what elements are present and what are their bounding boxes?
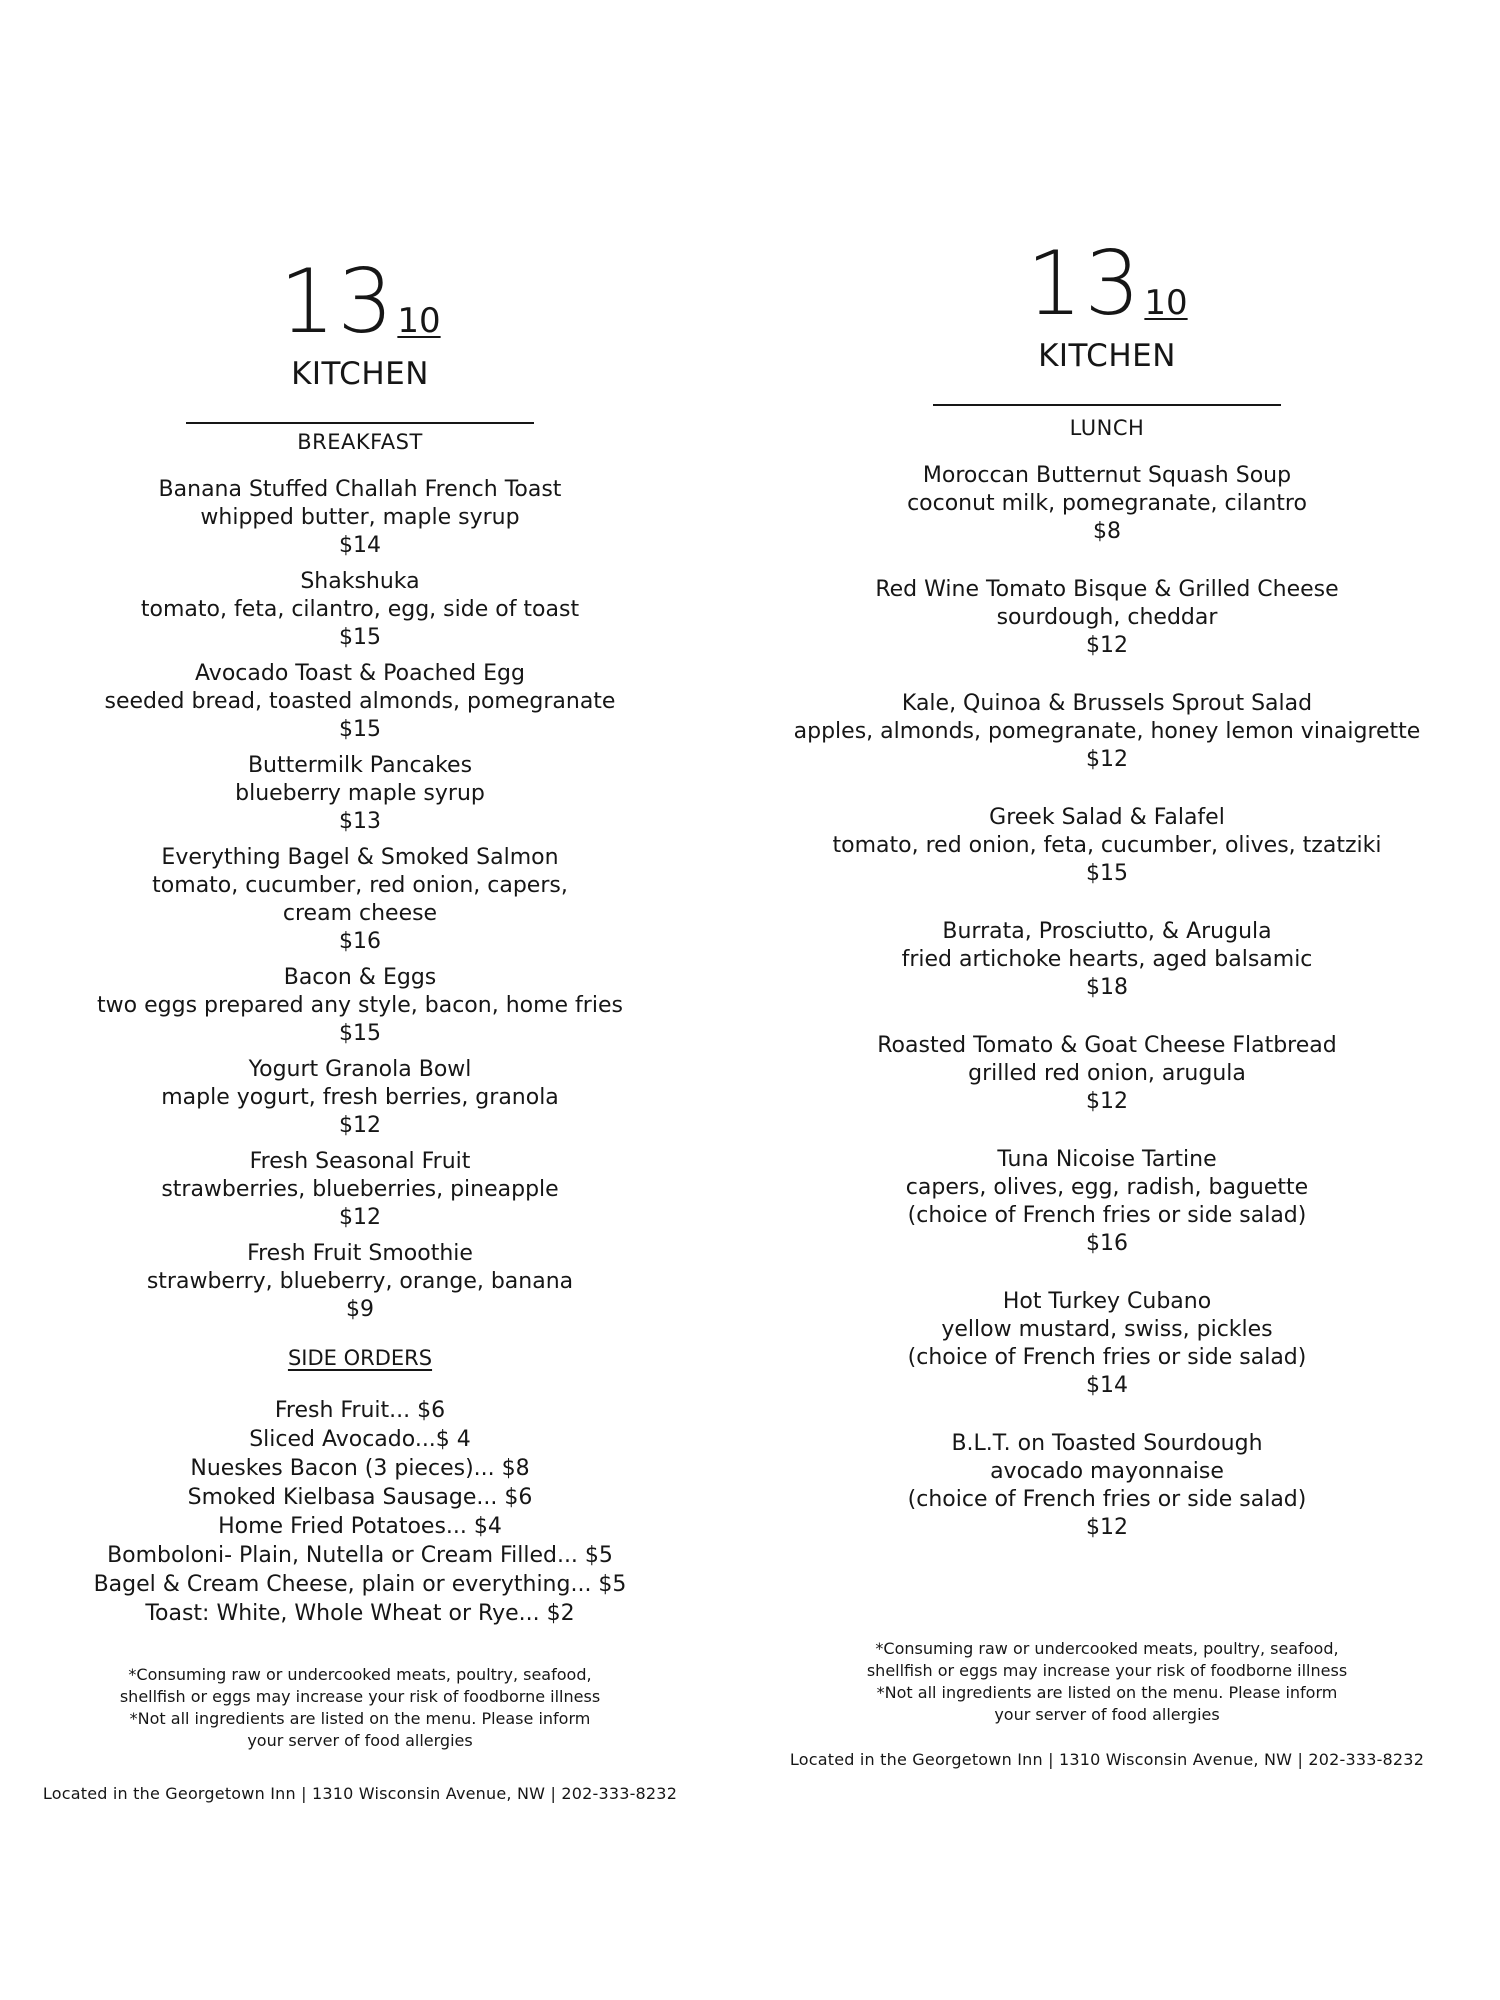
item-description: (choice of French fries or side salad)	[907, 1487, 1307, 1512]
section-title: LUNCH	[1069, 416, 1145, 440]
item-description: avocado mayonnaise	[990, 1459, 1224, 1484]
brand-logo	[747, 232, 1467, 335]
disclaimer-line: *Consuming raw or undercooked meats, poultry, seafood,	[128, 1665, 592, 1684]
item-price: $15	[339, 625, 381, 650]
item-name: Hot Turkey Cubano	[1002, 1289, 1212, 1314]
lunch-items	[747, 462, 1467, 1542]
disclaimer	[747, 1638, 1467, 1726]
menu-item	[747, 690, 1467, 774]
item-name: Bacon & Eggs	[283, 965, 437, 990]
item-price: $16	[1086, 1231, 1128, 1256]
item-name: Greek Salad & Falafel	[989, 805, 1225, 830]
footer-address: Located in the Georgetown Inn | 1310 Wisconsin Avenue, NW | 202-333-8232	[789, 1750, 1425, 1769]
item-price: $15	[339, 1021, 381, 1046]
item-name: Shakshuka	[300, 569, 420, 594]
item-price: $15	[339, 717, 381, 742]
item-price: $14	[1086, 1373, 1128, 1398]
divider	[186, 422, 534, 424]
item-name: Avocado Toast & Poached Egg	[195, 661, 525, 686]
item-description: whipped butter, maple syrup	[200, 505, 520, 530]
item-name: B.L.T. on Toasted Sourdough	[951, 1431, 1263, 1456]
item-name: Everything Bagel & Smoked Salmon	[161, 845, 559, 870]
menu-item	[747, 804, 1467, 888]
menu-item	[0, 752, 720, 836]
item-price: $14	[339, 533, 381, 558]
brand-kitchen: KITCHEN	[291, 356, 429, 392]
menu-item	[0, 844, 720, 956]
item-description: maple yogurt, fresh berries, granola	[161, 1085, 559, 1110]
side-order-item: Nueskes Bacon (3 pieces)... $8	[190, 1456, 530, 1481]
side-order-item: Bagel & Cream Cheese, plain or everything... $5	[93, 1572, 627, 1597]
disclaimer-line: *Not all ingredients are listed on the menu. Please inform	[876, 1683, 1338, 1702]
side-order-item: Home Fried Potatoes... $4	[218, 1514, 502, 1539]
item-description: blueberry maple syrup	[235, 781, 485, 806]
breakfast-items	[0, 476, 720, 1324]
item-description: tomato, feta, cilantro, egg, side of toast	[140, 597, 580, 622]
menu-item	[747, 1288, 1467, 1400]
side-orders-list	[0, 1396, 720, 1628]
menu-item	[747, 1146, 1467, 1258]
item-description: coconut milk, pomegranate, cilantro	[907, 491, 1307, 516]
item-description: tomato, cucumber, red onion, capers,	[152, 873, 568, 898]
item-description: (choice of French fries or side salad)	[907, 1345, 1307, 1370]
item-description: seeded bread, toasted almonds, pomegranate	[104, 689, 616, 714]
side-order-item: Toast: White, Whole Wheat or Rye... $2	[145, 1601, 575, 1626]
brand-kitchen: KITCHEN	[1038, 338, 1176, 374]
item-name: Red Wine Tomato Bisque & Grilled Cheese	[875, 577, 1339, 602]
item-name: Fresh Fruit Smoothie	[247, 1241, 473, 1266]
item-price: $15	[1086, 861, 1128, 886]
disclaimer-line: *Not all ingredients are listed on the menu. Please inform	[129, 1709, 591, 1728]
item-description: cream cheese	[282, 901, 438, 926]
menu-item	[747, 462, 1467, 546]
disclaimer-line: *Consuming raw or undercooked meats, poultry, seafood,	[875, 1639, 1339, 1658]
brand-sub: 10	[1144, 283, 1188, 323]
menu-item	[0, 1240, 720, 1324]
disclaimer	[0, 1664, 720, 1752]
item-name: Kale, Quinoa & Brussels Sprout Salad	[901, 691, 1313, 716]
menu-item	[0, 1148, 720, 1232]
menu-item	[0, 660, 720, 744]
item-description: sourdough, cheddar	[996, 605, 1218, 630]
item-name: Fresh Seasonal Fruit	[249, 1149, 471, 1174]
menu-item	[0, 1056, 720, 1140]
section-title: BREAKFAST	[297, 430, 423, 454]
item-price: $16	[339, 929, 381, 954]
item-price: $9	[346, 1297, 374, 1322]
item-price: $12	[339, 1113, 381, 1138]
item-description: fried artichoke hearts, aged balsamic	[901, 947, 1313, 972]
item-description: grilled red onion, arugula	[968, 1061, 1246, 1086]
menu-item	[0, 476, 720, 560]
item-description: (choice of French fries or side salad)	[907, 1203, 1307, 1228]
item-description: apples, almonds, pomegranate, honey lemon vinaigrette	[793, 719, 1421, 744]
side-order-item: Sliced Avocado...$ 4	[249, 1427, 471, 1452]
menu-item	[0, 568, 720, 652]
menu-item	[747, 1032, 1467, 1116]
breakfast-menu	[0, 250, 720, 1803]
footer-address: Located in the Georgetown Inn | 1310 Wisconsin Avenue, NW | 202-333-8232	[42, 1784, 678, 1803]
item-price: $8	[1093, 519, 1121, 544]
brand-sub: 10	[397, 301, 441, 341]
menu-item	[747, 918, 1467, 1002]
item-description: strawberries, blueberries, pineapple	[161, 1177, 559, 1202]
side-orders-title: SIDE ORDERS	[287, 1346, 433, 1370]
disclaimer-line: your server of food allergies	[994, 1705, 1220, 1724]
disclaimer-line: shellfish or eggs may increase your risk of foodborne illness	[119, 1687, 601, 1706]
item-name: Yogurt Granola Bowl	[248, 1057, 472, 1082]
item-name: Banana Stuffed Challah French Toast	[158, 477, 562, 502]
menu-item	[0, 964, 720, 1048]
disclaimer-line: shellfish or eggs may increase your risk of foodborne illness	[866, 1661, 1348, 1680]
item-description: two eggs prepared any style, bacon, home fries	[97, 993, 623, 1018]
lunch-menu	[747, 232, 1467, 1769]
item-price: $12	[1086, 1515, 1128, 1540]
item-description: yellow mustard, swiss, pickles	[941, 1317, 1273, 1342]
item-name: Burrata, Prosciutto, & Arugula	[942, 919, 1272, 944]
item-description: strawberry, blueberry, orange, banana	[146, 1269, 574, 1294]
item-name: Roasted Tomato & Goat Cheese Flatbread	[877, 1033, 1337, 1058]
item-name: Moroccan Butternut Squash Soup	[922, 463, 1292, 488]
item-price: $13	[339, 809, 381, 834]
menu-item	[747, 1430, 1467, 1542]
item-name: Tuna Nicoise Tartine	[997, 1147, 1217, 1172]
item-price: $12	[1086, 633, 1128, 658]
item-description: tomato, red onion, feta, cucumber, olives, tzatziki	[832, 833, 1382, 858]
item-price: $12	[339, 1205, 381, 1230]
item-price: $18	[1086, 975, 1128, 1000]
item-name: Buttermilk Pancakes	[247, 753, 473, 778]
side-order-item: Bomboloni- Plain, Nutella or Cream Filled... $5	[107, 1543, 613, 1568]
divider	[933, 404, 1281, 406]
side-order-item: Fresh Fruit... $6	[274, 1398, 446, 1423]
item-price: $12	[1086, 747, 1128, 772]
item-description: capers, olives, egg, radish, baguette	[905, 1175, 1309, 1200]
disclaimer-line: your server of food allergies	[247, 1731, 473, 1750]
menu-item	[747, 576, 1467, 660]
side-order-item: Smoked Kielbasa Sausage... $6	[187, 1485, 533, 1510]
brand-number: 13	[279, 250, 396, 353]
item-price: $12	[1086, 1089, 1128, 1114]
brand-logo	[0, 250, 720, 353]
brand-number: 13	[1026, 232, 1143, 335]
